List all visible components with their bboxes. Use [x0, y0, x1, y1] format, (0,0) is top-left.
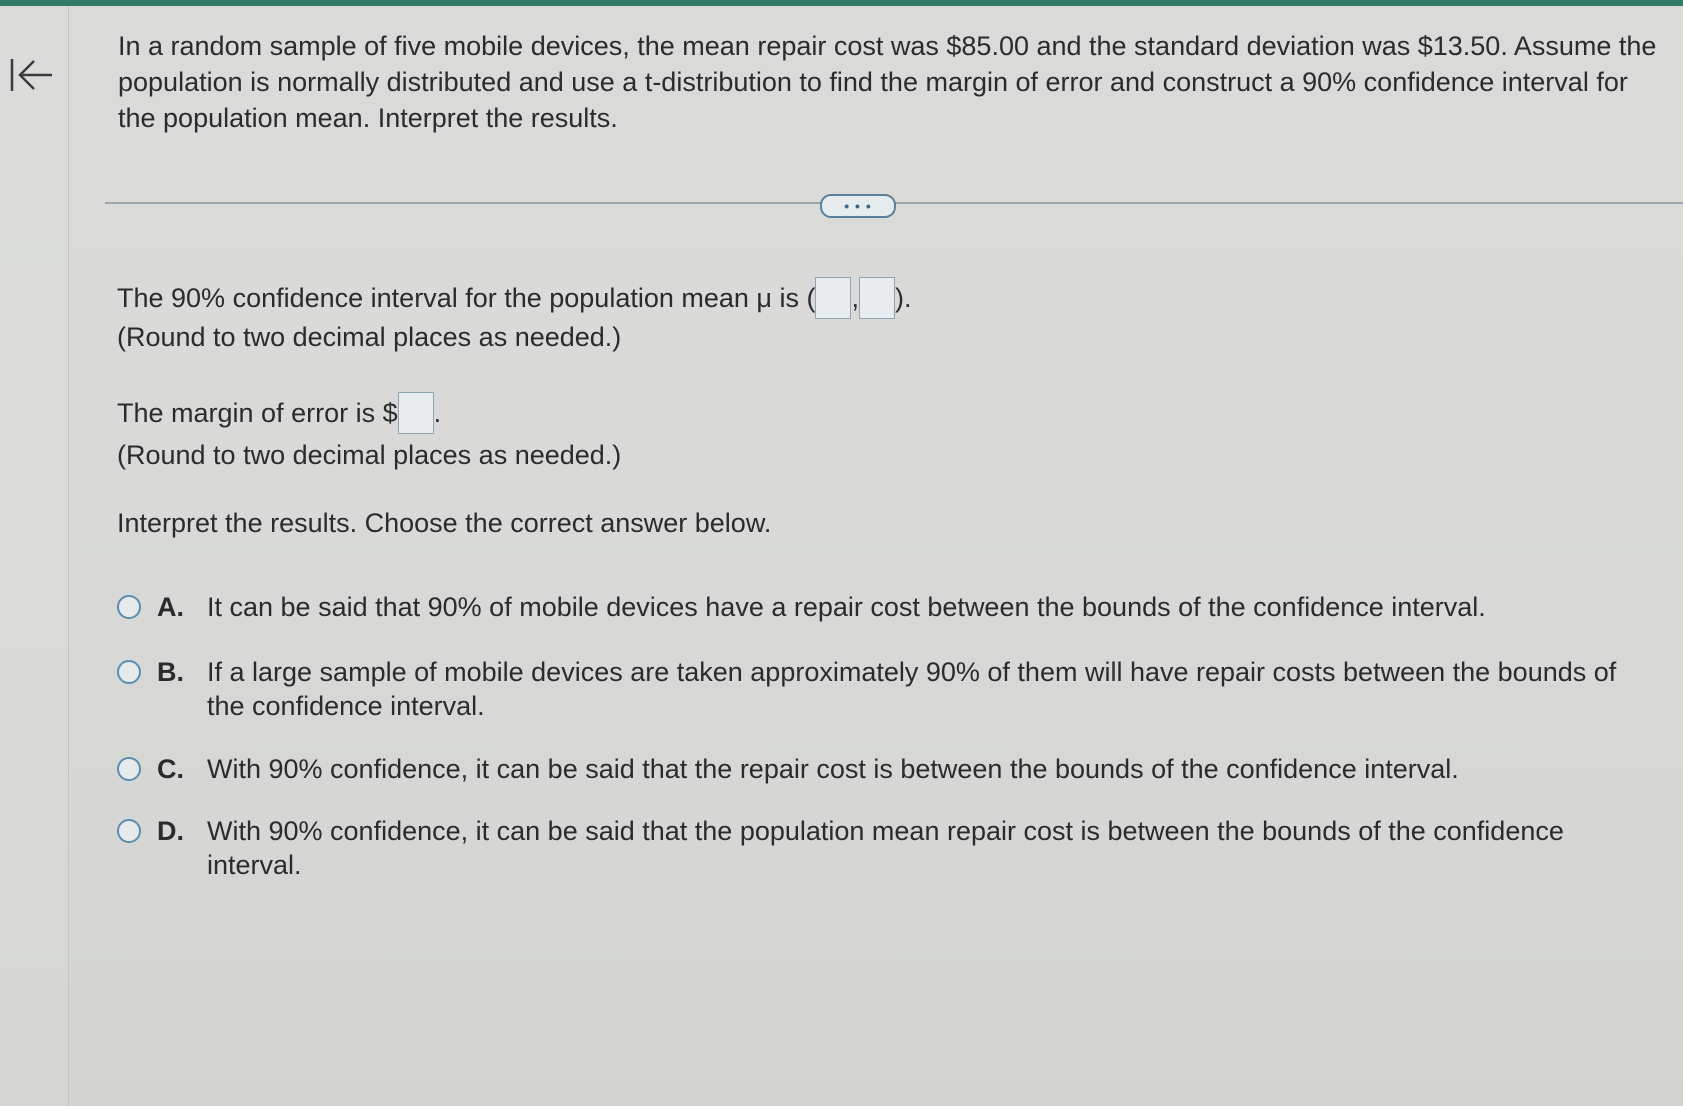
choice-text: With 90% confidence, it can be said that the population mean repair cost is between the bounds of the confidence interval. — [207, 816, 1564, 880]
confidence-interval-line — [117, 277, 911, 319]
margin-suffix: . — [433, 398, 442, 428]
choice-letter: A. — [157, 592, 184, 622]
choice-letter: C. — [157, 754, 184, 784]
interval-separator: , — [851, 283, 859, 313]
choice-text: It can be said that 90% of mobile devices have a repair cost between the bounds of the confidence interval. — [207, 592, 1486, 622]
top-accent-bar — [0, 0, 1683, 6]
question-text: In a random sample of five mobile devices, the mean repair cost was $85.00 and the standard deviation was $13.50. Assume the population is normally distributed and use a t-distribution to find the margin of error and construct a 90% confidence interval for the population mean. Interpret the results. — [118, 31, 1657, 133]
choice-text: If a large sample of mobile devices are taken approximately 90% of them will have repair costs between the bounds of the confidence interval. — [207, 657, 1617, 721]
interval-round-hint: (Round to two decimal places as needed.) — [117, 322, 622, 352]
show-more-button[interactable]: • • • — [820, 194, 896, 218]
choice-text: With 90% confidence, it can be said that the repair cost is between the bounds of the confidence interval. — [207, 754, 1459, 784]
interpret-prompt: Interpret the results. Choose the correct answer below. — [117, 508, 772, 538]
interval-lower-input[interactable] — [815, 277, 851, 319]
choice-b[interactable] — [117, 655, 1657, 723]
radio-d[interactable] — [117, 819, 141, 843]
radio-a[interactable] — [117, 595, 141, 619]
choice-letter: B. — [157, 657, 184, 687]
back-button[interactable] — [6, 50, 56, 100]
interval-prefix: The 90% confidence interval for the population mean μ is ( — [117, 283, 816, 313]
radio-b[interactable] — [117, 660, 141, 684]
choice-a[interactable] — [117, 590, 1657, 624]
radio-c[interactable] — [117, 757, 141, 781]
interval-suffix: ). — [894, 283, 912, 313]
margin-prefix: The margin of error is $ — [117, 398, 398, 428]
arrow-left-icon — [8, 55, 54, 95]
choice-letter: D. — [157, 816, 184, 846]
choice-c[interactable] — [117, 752, 1657, 786]
left-rail — [0, 6, 69, 1106]
choice-d[interactable] — [117, 814, 1657, 882]
margin-of-error-line — [117, 392, 441, 434]
interval-upper-input[interactable] — [859, 277, 895, 319]
margin-round-hint: (Round to two decimal places as needed.) — [117, 440, 622, 470]
margin-input[interactable] — [398, 392, 434, 434]
